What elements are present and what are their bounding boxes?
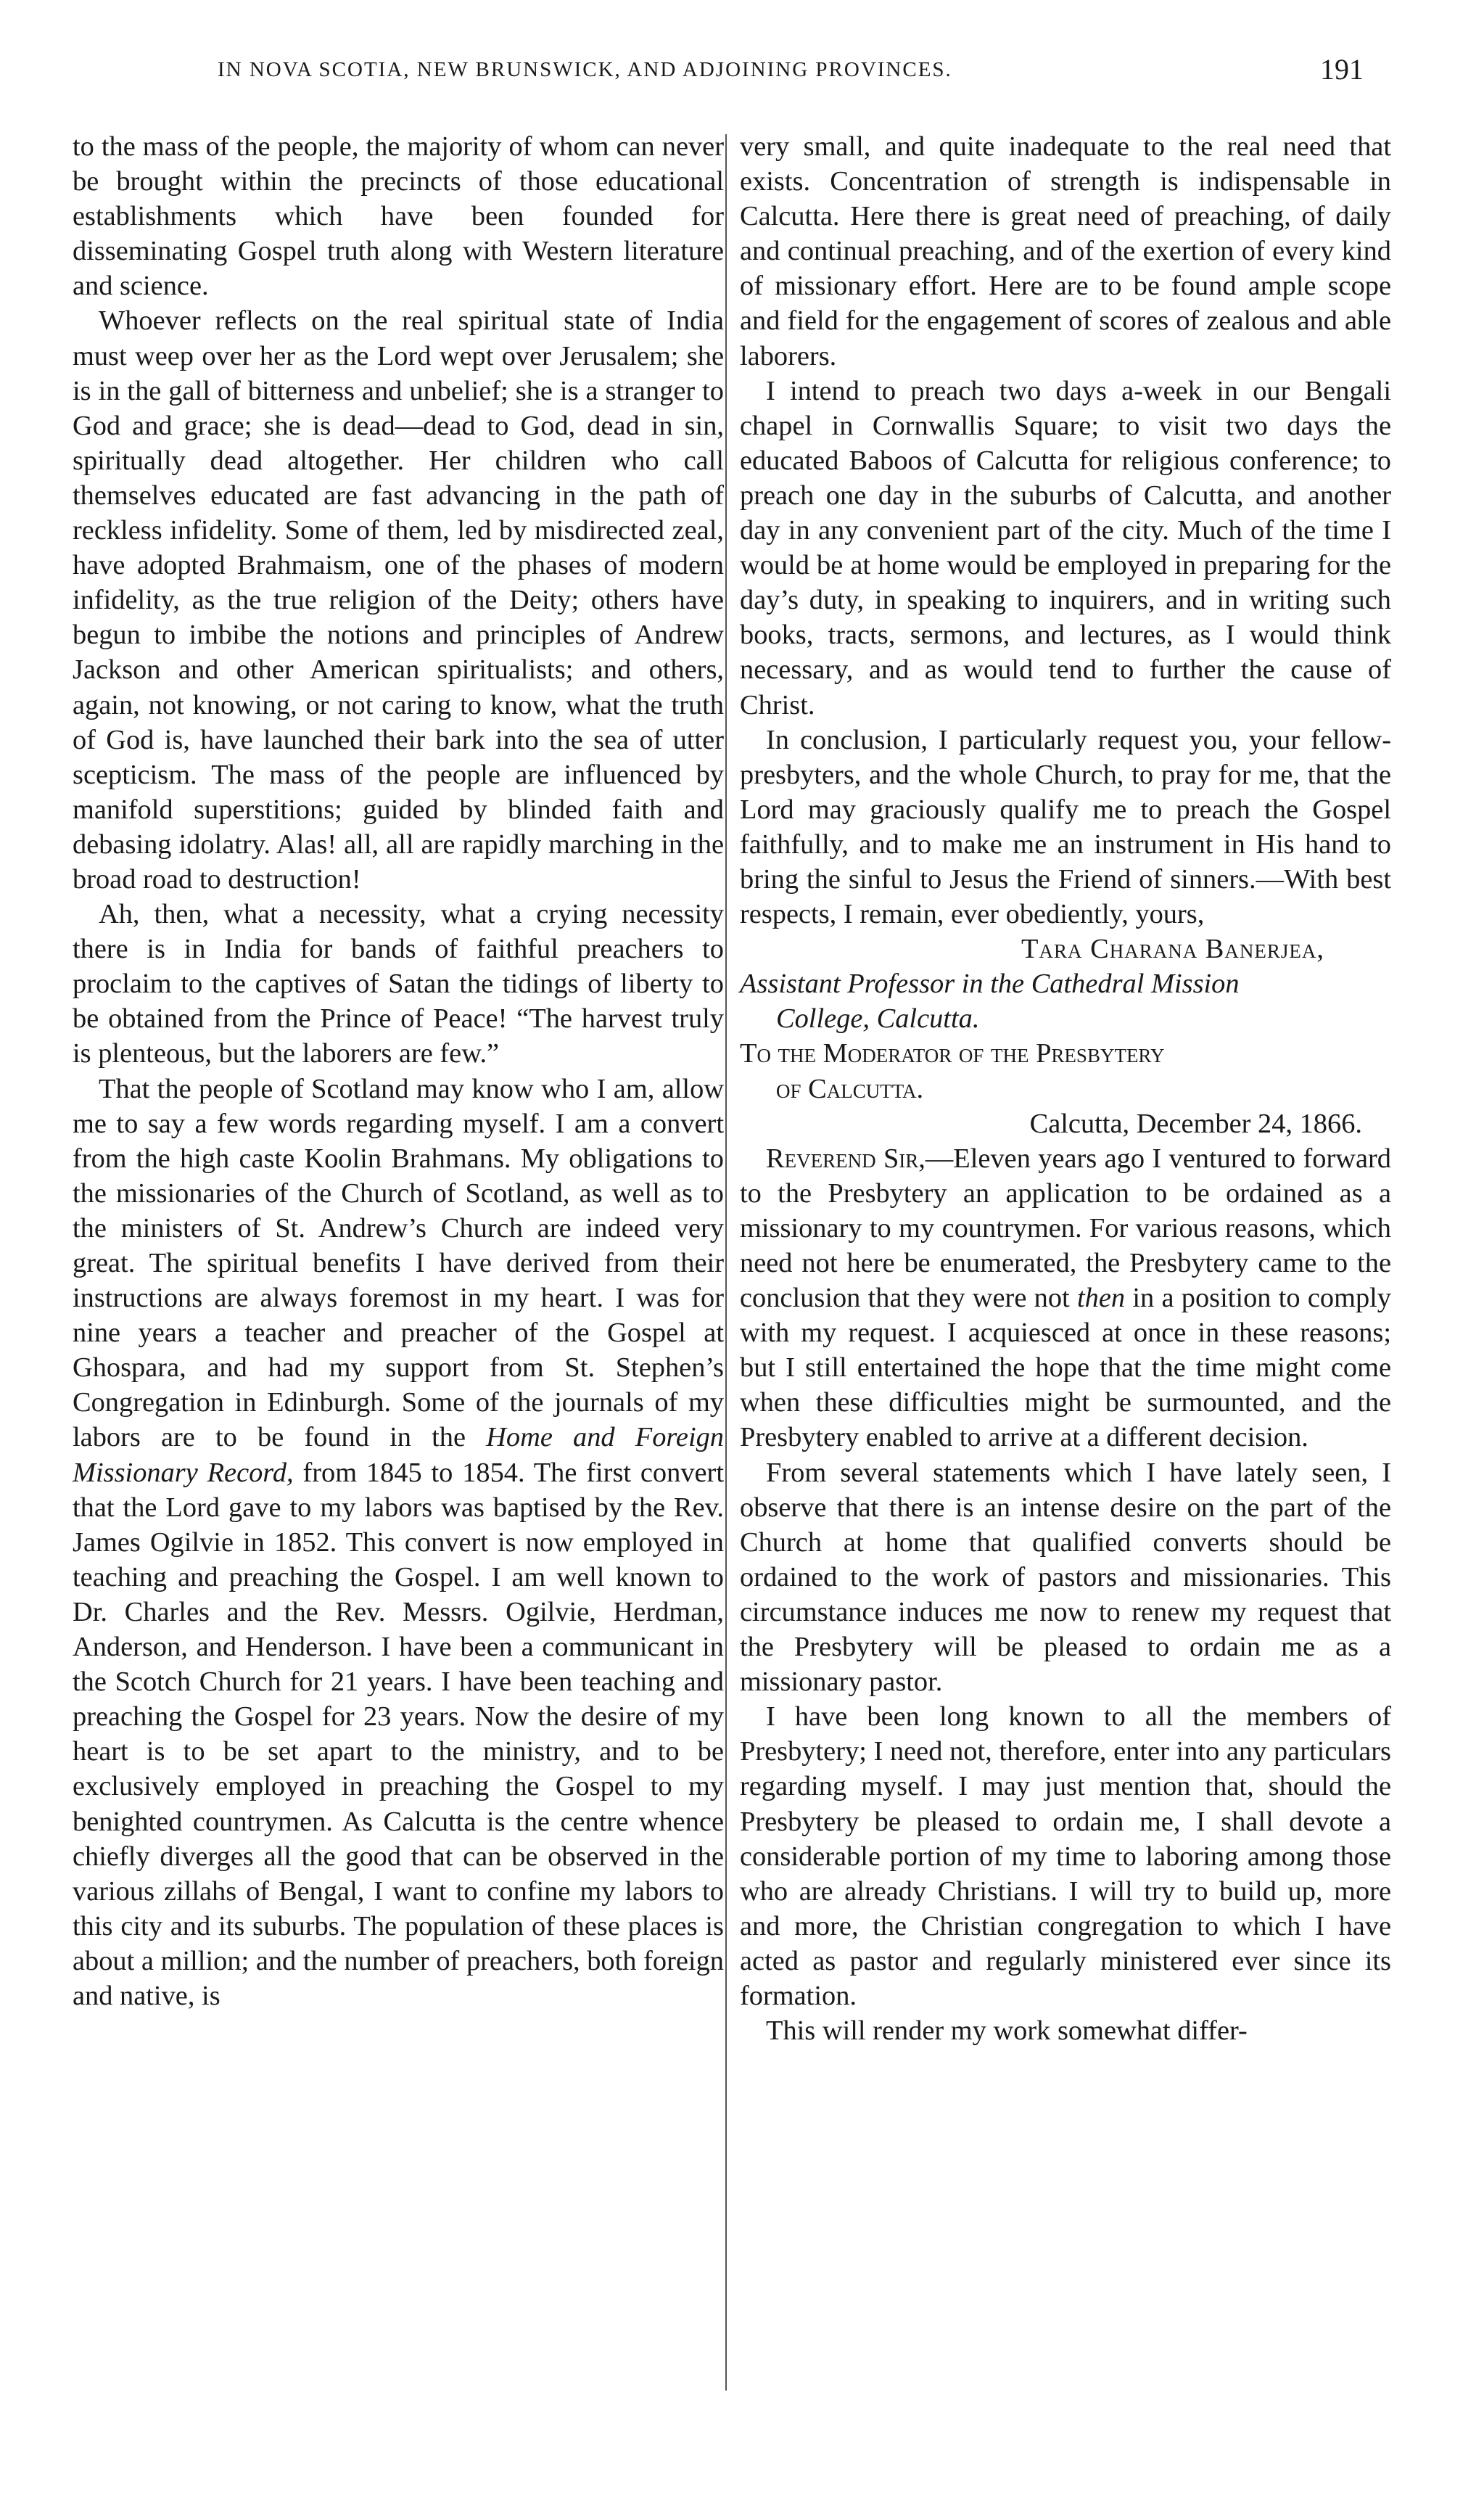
page-number: 191 bbox=[1320, 53, 1364, 86]
paragraph-text: in a position to comply with my request. I acquiesced at once in these reasons; but I still entertained the hope that the time might come when these difficulties might be surmounted, and the Presbytery enabled to arrive at a different decision. bbox=[740, 1283, 1392, 1453]
paragraph: very small, and quite inadequate to the real need that exists. Concentration of strength is indispensable in Calcutta. Here there is great need of preaching, of daily and continual preaching, and of the exertion of every kind of missionary effort. Here are to be found ample scope and field for the engagement of scores of zealous and able laborers. bbox=[740, 131, 1391, 371]
letter-address-continued: of Calcutta. bbox=[776, 1073, 924, 1104]
journal-title: Home and Foreign Missionary Record, bbox=[73, 1422, 724, 1488]
paragraph-text: from 1845 to 1854. The first convert that the Lord gave to my labors was baptised by the Rev. James Ogilvie in 1852. This convert is now employed in teaching and preaching the Gospel. I am well known to Dr. Charles and the Rev. Messrs. Ogilvie, Herdman, Anderson, and Henderson. I have been a communicant in the Scotch Church for 21 years. I have been teaching and preaching the Gospel for 23 years. Now the desire of my heart is to be set apart to the ministry, and to be exclusively employed in preaching the Gospel to my benighted countrymen. As Calcutta is the centre whence chiefly diverges all the good that can be observed in the various zillahs of Bengal, I want to confine my labors to this city and its suburbs. The population of these places is about a million; and the number of preachers, both foreign and native, is bbox=[73, 1457, 725, 2011]
paragraph: Ah, then, what a necessity, what a crying necessity there is in India for bands of faithful preachers to proclaim to the captives of Satan the tidings of liberty to be obtained from the Prince of Peace! “The harvest truly is plenteous, but the laborers are few.” bbox=[73, 899, 724, 1069]
column-divider bbox=[725, 134, 727, 2391]
signature-title: Assistant Professor in the Cathedral Mission bbox=[740, 969, 1240, 1000]
salutation: Reverend Sir, bbox=[766, 1143, 926, 1174]
running-head-title: IN NOVA SCOTIA, NEW BRUNSWICK, AND ADJOINING PROVINCES. bbox=[218, 58, 952, 81]
paragraph: I intend to preach two days a-week in our Bengali chapel in Cornwallis Square; to visit two days the educated Baboos of Calcutta for religious conference; to preach one day in the suburbs of Calcutta, and another day in any convenient part of the city. Much of the time I would be at home would be employed in preparing for the day’s duty, in speaking to inquirers, and in writing such books, tracts, sermons, and lectures, as I would think necessary, and as would tend to further the cause of Christ. bbox=[740, 375, 1391, 720]
paragraph-text: That the people of Scotland may know who I am, allow me to say a few words regarding myself. I am a convert from the high caste Koolin Brahmans. My obligations to the missionaries of the Church of Scotland, as well as to the ministers of St. Andrew’s Church are indeed very great. The spiritual benefits I have derived from their instructions are always foremost in my heart. I was for nine years a teacher and preacher of the Gospel at Ghospara, and had my support from St. Stephen’s Congregation in Edinburgh. Some of the journals of my labors are to be found in the bbox=[73, 1073, 724, 1453]
left-column bbox=[73, 129, 724, 2013]
right-column bbox=[740, 129, 1391, 2048]
paragraph-text: —Eleven years ago I ventured to forward to the Presbytery an application to be ordained as a missionary to my countrymen. For various reasons, which need not here be enumerated, the Presbytery came to the conclusion that they were not bbox=[740, 1143, 1391, 1314]
paragraph: In conclusion, I particularly request you, your fellow-presbyters, and the whole Church, to pray for me, that the Lord may graciously qualify me to preach the Gospel faithfully, and to make me an instrument in His hand to bring the sinful to Jesus the Friend of sinners.—With best respects, I remain, ever obediently, yours, bbox=[740, 724, 1391, 930]
emphasis: then bbox=[1076, 1283, 1126, 1314]
paragraph bbox=[73, 1072, 724, 2014]
paragraph: This will render my work somewhat differ- bbox=[766, 2015, 1248, 2047]
paragraph: to the mass of the people, the majority of whom can never be brought within the precincts of those educational establishments which have been founded for disseminating Gospel truth along with Western literature and science. bbox=[73, 131, 724, 302]
paragraph: From several statements which I have lately seen, I observe that there is an intense desire on the part of the Church at home that qualified converts should be ordained to the work of pastors and missionaries. This circumstance induces me now to renew my request that the Presbytery will be pleased to ordain me as a missionary pastor. bbox=[740, 1457, 1391, 1698]
paragraph: I have been long known to all the members of Presbytery; I need not, therefore, enter into any particulars regarding myself. I may just mention that, should the Presbytery be pleased to ordain me, I shall devote a considerable portion of my time to laboring among those who are already Christians. I will try to build up, more and more, the Christian congregation to which I have acted as pastor and regularly ministered ever since its formation. bbox=[740, 1701, 1391, 2011]
signature-name: Tara Charana Banerjea, bbox=[1021, 934, 1324, 965]
letter-dateline: Calcutta, December 24, 1866. bbox=[1029, 1108, 1362, 1139]
letter-address: To the Moderator of the Presbytery bbox=[740, 1038, 1165, 1069]
signature-college: College, Calcutta. bbox=[776, 1003, 980, 1035]
paragraph: Whoever reflects on the real spiritual state of India must weep over her as the Lord wept over Jerusalem; she is in the gall of bitterness and unbelief; she is a stranger to God and grace; she is dead—dead to God, dead in sin, spiritually dead altogether. Her children who call themselves educated are fast advancing in the path of reckless infidelity. Some of them, led by misdirected zeal, have adopted Brahmaism, one of the phases of modern infidelity, as the true religion of the Deity; others have begun to imbibe the notions and principles of Andrew Jackson and other American spiritualists; and others, again, not knowing, or not caring to know, what the truth of God is, have launched their bark into the sea of utter scepticism. The mass of the people are influenced by manifold superstitions; guided by blinded faith and debasing idolatry. Alas! all, all are rapidly marching in the broad road to destruction! bbox=[73, 305, 724, 895]
running-head bbox=[0, 42, 1484, 100]
paragraph bbox=[740, 1141, 1391, 1455]
